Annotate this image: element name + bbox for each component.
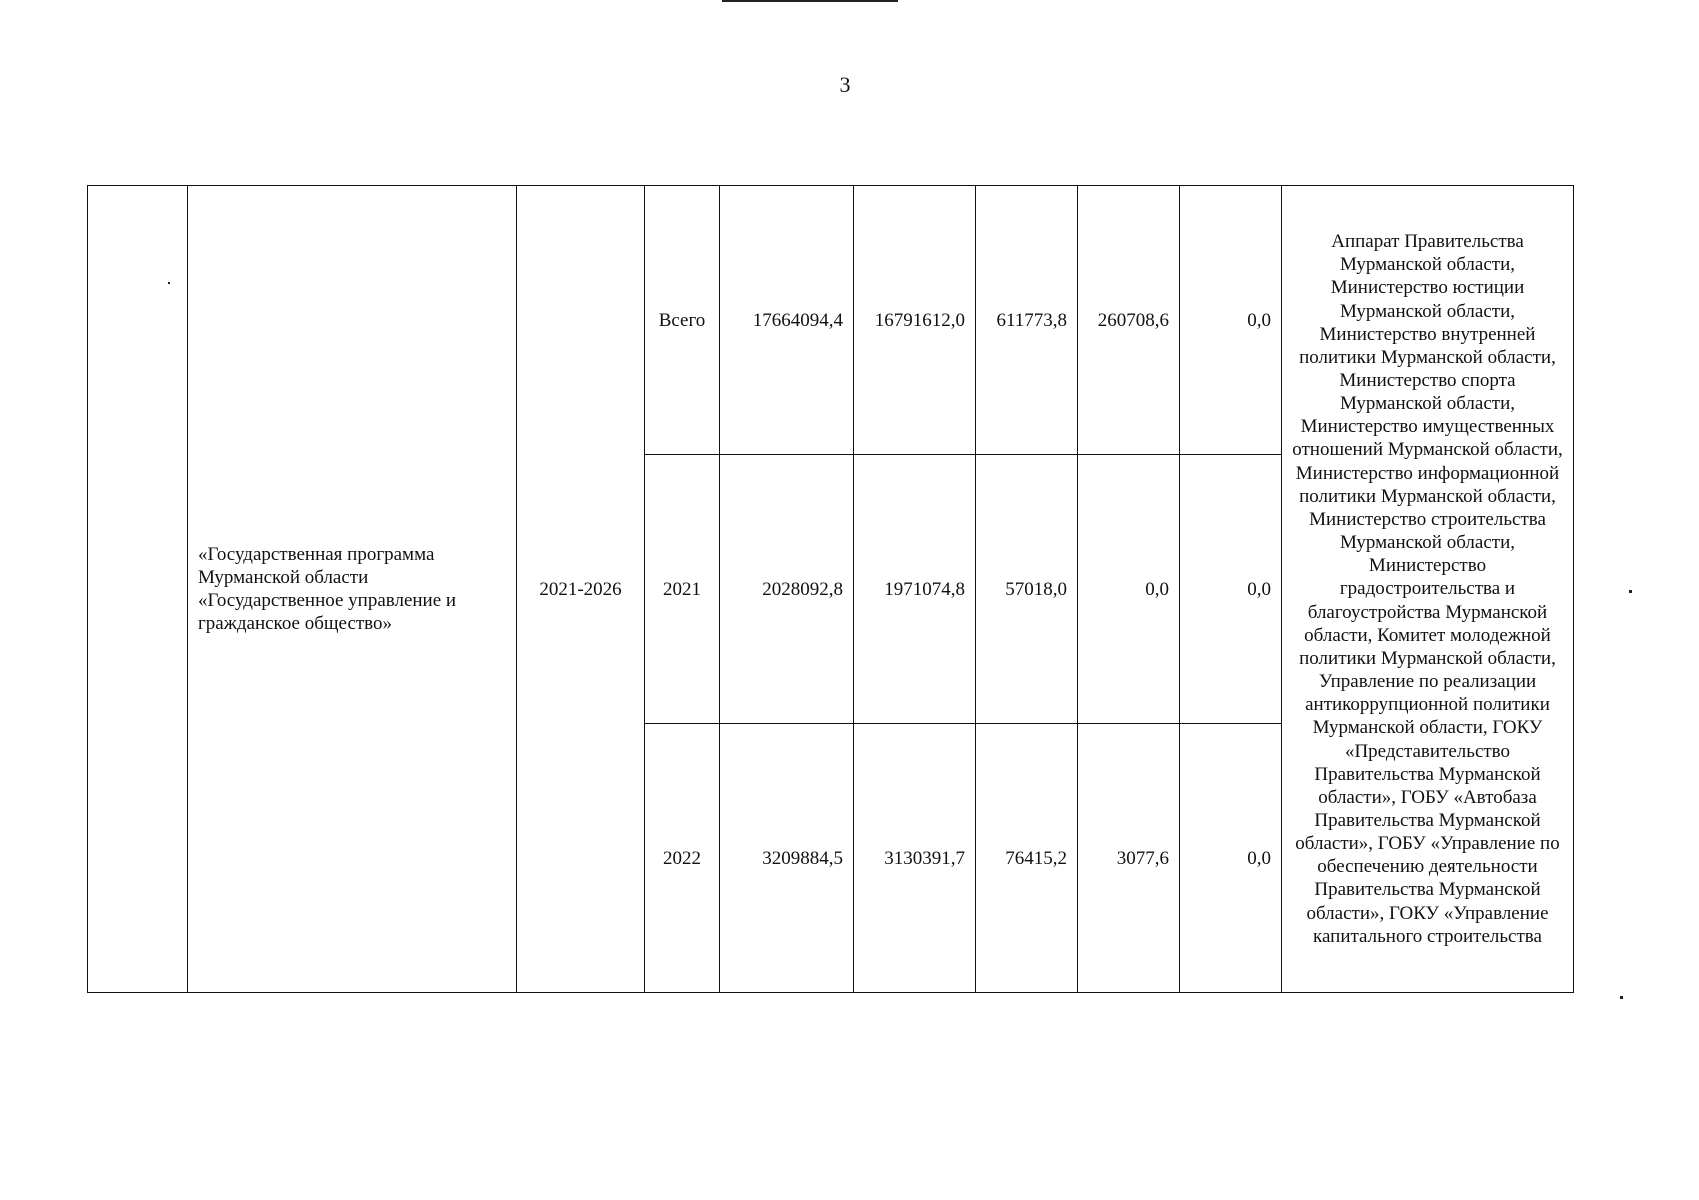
page-number: 3 [839, 72, 851, 97]
amount-cell: 3077,6 [1078, 724, 1180, 993]
program-name-cell: «Государственная программа Мурманской области «Государственное управление и гражданское общество» [188, 186, 517, 993]
amount-cell: 0,0 [1180, 724, 1282, 993]
row-number-cell [88, 186, 188, 993]
table-row [88, 186, 1574, 455]
year-cell: Всего [645, 186, 720, 455]
scan-dot [1620, 996, 1623, 999]
program-period-cell: 2021-2026 [517, 186, 645, 993]
executors-cell: Аппарат Правительства Мурманской области, Министерство юстиции Мурманской области, Министерство внутренней политики Мурманской области, Министерство спорта Мурманской области, Министерство имущественных отношений Мурманской области, Министерство информационной политики Мурманской области, Министерство строительства Мурманской области, Министерство градостроительства и благоустройства Мурманской области, Комитет молодежной политики Мурманской области, Управление по реализации антикоррупционной политики Мурманской области, ГОКУ «Представительство Правительства Мурманской области», ГОБУ «Автобаза Правительства Мурманской области», ГОБУ «Управление по обеспечению деятельности Правительства Мурманской области», ГОКУ «Управление капитального строительства [1282, 186, 1574, 993]
year-cell: 2021 [645, 455, 720, 724]
amount-cell: 1971074,8 [854, 455, 976, 724]
amount-cell: 76415,2 [976, 724, 1078, 993]
amount-cell: 0,0 [1180, 186, 1282, 455]
total-cell: 3209884,5 [720, 724, 854, 993]
scan-artifact-top [722, 0, 898, 2]
year-cell: 2022 [645, 724, 720, 993]
amount-cell: 0,0 [1078, 455, 1180, 724]
scan-dot [168, 282, 170, 284]
scan-dot [1629, 590, 1632, 593]
amount-cell: 0,0 [1180, 455, 1282, 724]
amount-cell: 57018,0 [976, 455, 1078, 724]
amount-cell: 16791612,0 [854, 186, 976, 455]
amount-cell: 3130391,7 [854, 724, 976, 993]
total-cell: 2028092,8 [720, 455, 854, 724]
amount-cell: 611773,8 [976, 186, 1078, 455]
amount-cell: 260708,6 [1078, 186, 1180, 455]
total-cell: 17664094,4 [720, 186, 854, 455]
budget-table [87, 185, 1574, 993]
